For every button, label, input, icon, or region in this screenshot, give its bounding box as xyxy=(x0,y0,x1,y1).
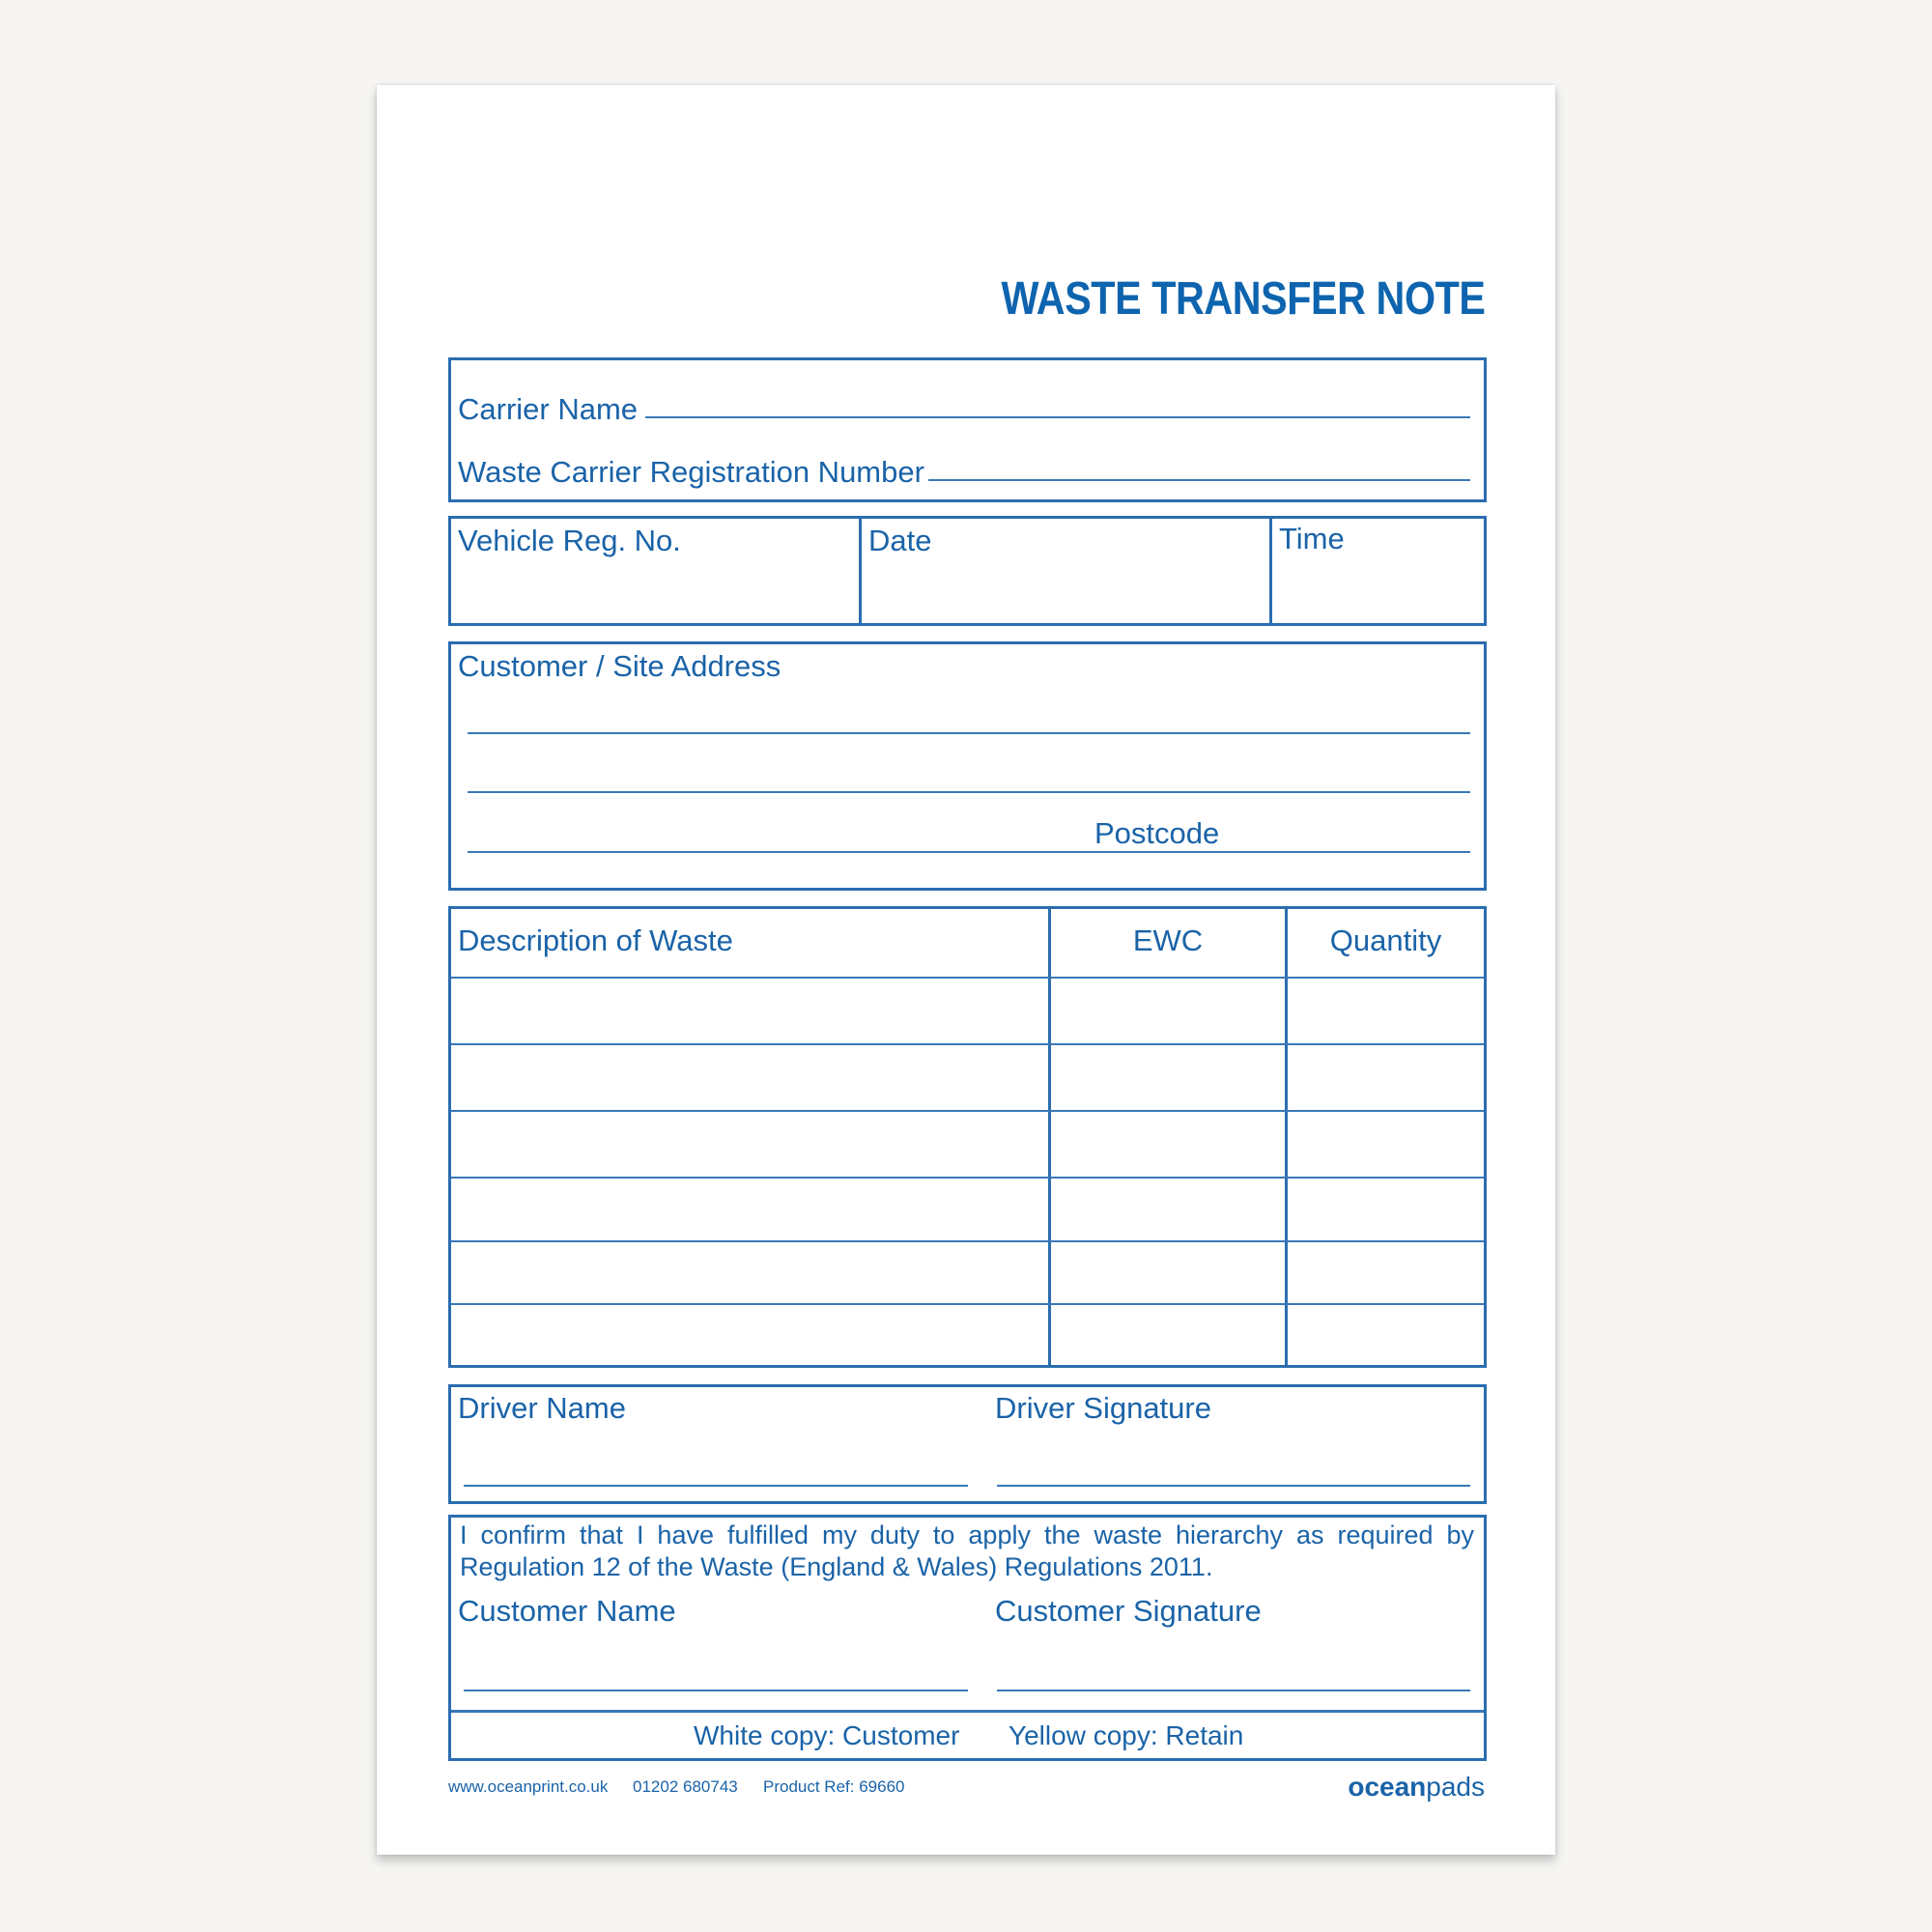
date-field[interactable] xyxy=(863,558,1266,622)
vehicle-reg-label: Vehicle Reg. No. xyxy=(458,524,681,557)
form-title: WASTE TRANSFER NOTE xyxy=(1002,273,1486,325)
footer-product-ref: Product Ref: 69660 xyxy=(763,1777,905,1796)
table-row[interactable] xyxy=(451,1305,1484,1365)
footer-phone: 01202 680743 xyxy=(633,1777,738,1796)
date-label: Date xyxy=(868,524,932,557)
brand-regular: pads xyxy=(1426,1772,1485,1802)
driver-signature-field[interactable] xyxy=(997,1485,1470,1487)
yellow-copy-label: Yellow copy: Retain xyxy=(1009,1720,1244,1750)
customer-signature-field[interactable] xyxy=(997,1690,1470,1691)
table-row[interactable] xyxy=(451,1112,1484,1176)
waste-transfer-note-sheet xyxy=(377,85,1555,1855)
customer-address-label: Customer / Site Address xyxy=(458,649,781,683)
copies-divider xyxy=(451,1710,1484,1713)
customer-name-label: Customer Name xyxy=(458,1594,676,1628)
vehicle-reg-field[interactable] xyxy=(452,558,856,622)
header-quantity: Quantity xyxy=(1329,923,1442,957)
driver-signature-label: Driver Signature xyxy=(995,1391,1211,1425)
carrier-name-field[interactable] xyxy=(645,416,1470,418)
table-row[interactable] xyxy=(451,1045,1484,1109)
header-description: Description of Waste xyxy=(458,923,733,957)
brand-bold: ocean xyxy=(1348,1772,1427,1802)
customer-name-field[interactable] xyxy=(464,1690,968,1691)
table-row[interactable] xyxy=(451,979,1484,1042)
vehicle-date-divider xyxy=(859,516,862,626)
postcode-label: Postcode xyxy=(1094,816,1220,850)
address-line-3[interactable] xyxy=(468,851,1470,853)
driver-name-label: Driver Name xyxy=(458,1391,626,1425)
carrier-registration-label: Waste Carrier Registration Number xyxy=(458,455,924,489)
customer-signature-label: Customer Signature xyxy=(995,1594,1262,1628)
address-line-2[interactable] xyxy=(468,791,1470,793)
table-row[interactable] xyxy=(451,1242,1484,1302)
driver-name-field[interactable] xyxy=(464,1485,968,1487)
carrier-registration-field[interactable] xyxy=(928,479,1470,481)
white-copy-label: White copy: Customer xyxy=(694,1720,960,1750)
oceanpads-logo xyxy=(1348,1772,1485,1803)
time-label: Time xyxy=(1279,522,1345,555)
table-row[interactable] xyxy=(451,1179,1484,1239)
header-ewc: EWC xyxy=(1132,923,1204,957)
time-field[interactable] xyxy=(1273,558,1484,622)
confirmation-statement: I confirm that I have fulfilled my duty to apply the waste hierarchy as required by Regulation 12 of the Waste (England & Wales) Regulations 2011. xyxy=(460,1520,1474,1581)
address-line-1[interactable] xyxy=(468,732,1470,734)
footer-website: www.oceanprint.co.uk xyxy=(448,1777,609,1796)
date-time-divider xyxy=(1269,516,1272,626)
carrier-name-label: Carrier Name xyxy=(458,392,639,426)
